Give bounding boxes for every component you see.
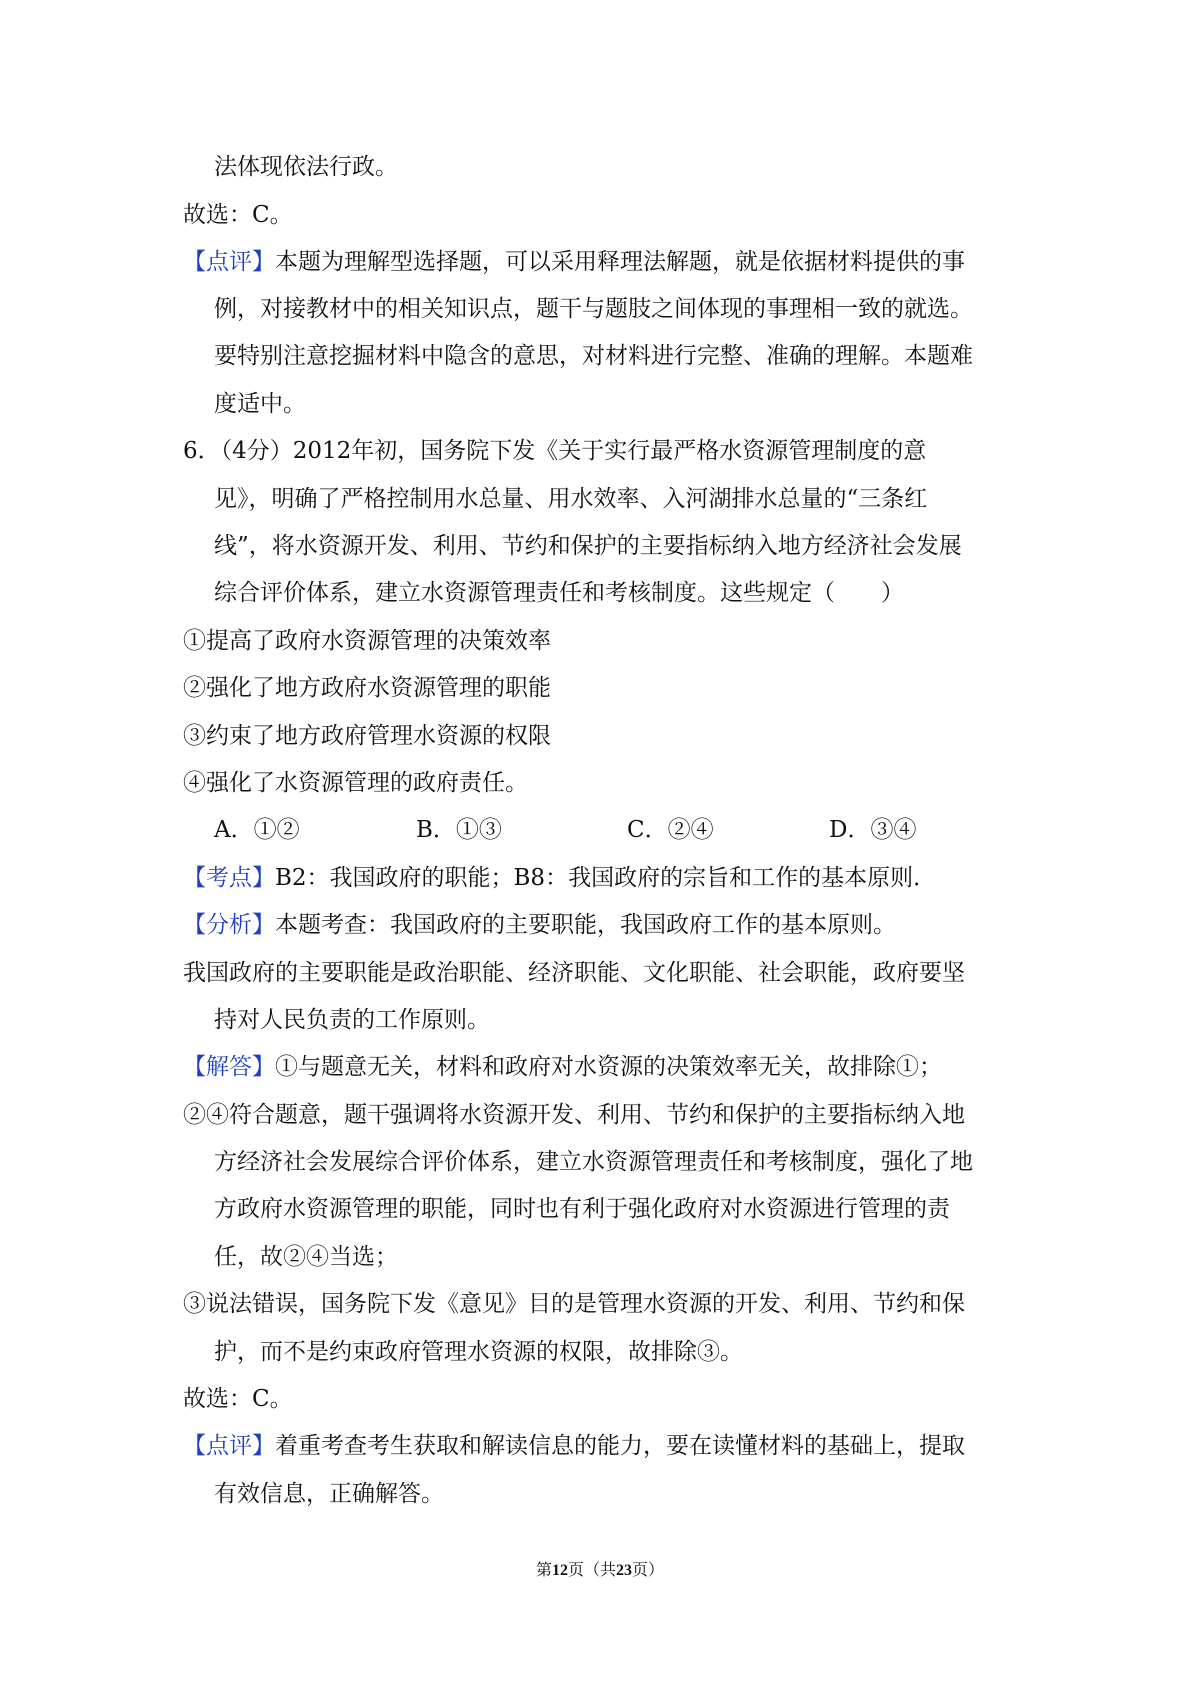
- comment-line: [183, 247, 965, 277]
- option-b: B．①③: [416, 817, 502, 843]
- statement-1: ①提高了政府水资源管理的决策效率: [183, 628, 551, 654]
- comment-line: [183, 1431, 965, 1461]
- comment-text: 着重考查考生获取和解读信息的能力，要在读懂材料的基础上，提取: [275, 1433, 965, 1459]
- question-line: 综合评价体系，建立水资源管理责任和考核制度。这些规定（ ）: [214, 580, 904, 606]
- solution-line: ②④符合题意，题干强调将水资源开发、利用、节约和保护的主要指标纳入地: [183, 1102, 965, 1128]
- exam-point-tag: 【考点】: [183, 865, 275, 891]
- footer-text: 页（共: [567, 1560, 616, 1579]
- solution-text: ①与题意无关，材料和政府对水资源的决策效率无关，故排除①；: [275, 1054, 942, 1080]
- solution-line: ③说法错误，国务院下发《意见》目的是管理水资源的开发、利用、节约和保: [183, 1291, 965, 1317]
- analysis-text: 本题考查：我国政府的主要职能，我国政府工作的基本原则。: [275, 912, 896, 938]
- option-d: D．③④: [829, 817, 917, 843]
- answer-line: 故选：C。: [183, 202, 293, 228]
- option-a: A．①②: [214, 817, 300, 843]
- comment-text: 本题为理解型选择题，可以采用释理法解题，就是依据材料提供的事: [275, 249, 965, 275]
- paragraph-line: 法体现依法行政。: [214, 154, 398, 180]
- option-c: C．②④: [627, 817, 714, 843]
- page-total: 23: [616, 1562, 632, 1579]
- solution-line: 方政府水资源管理的职能，同时也有利于强化政府对水资源进行管理的责: [214, 1196, 950, 1222]
- statement-4: ④强化了水资源管理的政府责任。: [183, 770, 528, 796]
- question-line: 6．（4分）2012年初，国务院下发《关于实行最严格水资源管理制度的意: [183, 438, 927, 464]
- statement-3: ③约束了地方政府管理水资源的权限: [183, 723, 551, 749]
- analysis-line: 持对人民负责的工作原则。: [214, 1007, 490, 1033]
- answer-line: 故选：C。: [183, 1386, 293, 1412]
- comment-line: 例，对接教材中的相关知识点，题干与题肢之间体现的事理相一致的就选。: [214, 296, 973, 322]
- question-line: 线”，将水资源开发、利用、节约和保护的主要指标纳入地方经济社会发展: [214, 533, 962, 559]
- exam-point-line: [183, 863, 936, 893]
- footer-text: 页）: [632, 1560, 665, 1579]
- page-number: 12: [551, 1562, 568, 1579]
- comment-tag: 【点评】: [183, 1433, 275, 1459]
- comment-tag: 【点评】: [183, 249, 275, 275]
- solution-line: [183, 1052, 942, 1082]
- solution-tag: 【解答】: [183, 1054, 275, 1080]
- statement-2: ②强化了地方政府水资源管理的职能: [183, 675, 551, 701]
- solution-line: 方经济社会发展综合评价体系，建立水资源管理责任和考核制度，强化了地: [214, 1149, 973, 1175]
- analysis-tag: 【分析】: [183, 912, 275, 938]
- exam-point-text: B2：我国政府的职能；B8：我国政府的宗旨和工作的基本原则．: [275, 865, 937, 891]
- solution-line: 护，而不是约束政府管理水资源的权限，故排除③。: [214, 1339, 743, 1365]
- comment-line: 度适中。: [214, 391, 306, 417]
- analysis-line: 我国政府的主要职能是政治职能、经济职能、文化职能、社会职能，政府要坚: [183, 960, 965, 986]
- solution-line: 任，故②④当选；: [214, 1244, 398, 1270]
- comment-line: 要特别注意挖掘材料中隐含的意思，对材料进行完整、准确的理解。本题难: [214, 343, 973, 369]
- analysis-line: [183, 910, 896, 940]
- question-line: 见》，明确了严格控制用水总量、用水效率、入河湖排水总量的“三条红: [214, 486, 928, 512]
- comment-line: 有效信息，正确解答。: [214, 1481, 444, 1507]
- footer-text: 第: [535, 1560, 552, 1579]
- page-footer: [0, 1558, 1200, 1583]
